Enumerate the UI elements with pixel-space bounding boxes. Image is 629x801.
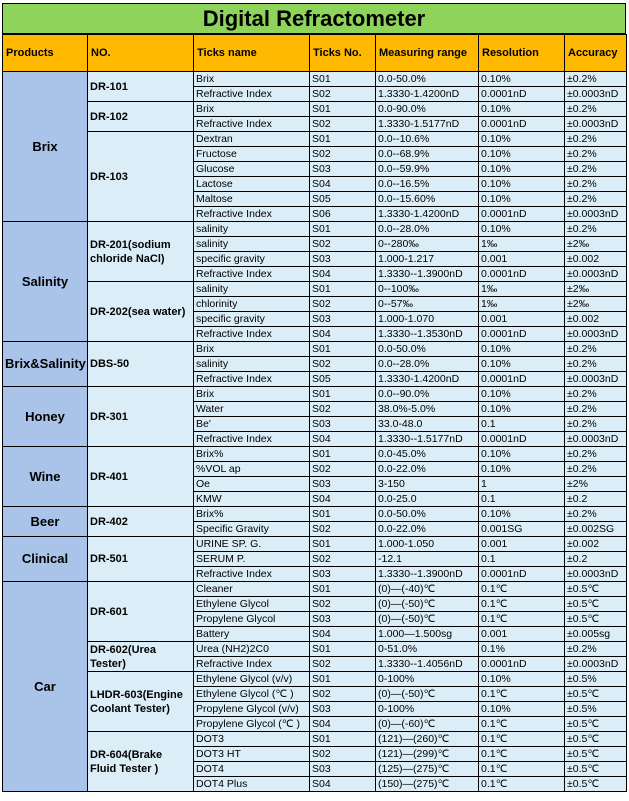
header-ticks-name: Ticks name	[194, 35, 310, 72]
measuring-range-cell: 1.000-1.050	[376, 537, 479, 552]
ticks-no-cell: S01	[310, 102, 376, 117]
ticks-no-cell: S02	[310, 147, 376, 162]
product-cell: Brix	[3, 72, 88, 222]
ticks-name-cell: Brix%	[194, 507, 310, 522]
resolution-cell: 0.001	[479, 252, 565, 267]
ticks-name-cell: URINE SP. G.	[194, 537, 310, 552]
measuring-range-cell: 1.000-1.070	[376, 312, 479, 327]
measuring-range-cell: 1.3330--1.3900nD	[376, 267, 479, 282]
ticks-no-cell: S04	[310, 627, 376, 642]
accuracy-cell: ±0.5℃	[565, 582, 627, 597]
resolution-cell: 0.0001nD	[479, 327, 565, 342]
ticks-no-cell: S01	[310, 447, 376, 462]
measuring-range-cell: 0.0-90.0%	[376, 102, 479, 117]
ticks-name-cell: Water	[194, 402, 310, 417]
ticks-name-cell: DOT3	[194, 732, 310, 747]
measuring-range-cell: 33.0-48.0	[376, 417, 479, 432]
ticks-name-cell: KMW	[194, 492, 310, 507]
accuracy-cell: ±0.2%	[565, 462, 627, 477]
ticks-name-cell: Propylene Glycol (℃ )	[194, 717, 310, 732]
accuracy-cell: ±0.2%	[565, 162, 627, 177]
ticks-no-cell: S03	[310, 612, 376, 627]
ticks-name-cell: Refractive Index	[194, 372, 310, 387]
product-cell: Wine	[3, 447, 88, 507]
ticks-name-cell: salinity	[194, 357, 310, 372]
resolution-cell: 0.10%	[479, 462, 565, 477]
ticks-name-cell: Battery	[194, 627, 310, 642]
measuring-range-cell: 3-150	[376, 477, 479, 492]
table-row	[3, 387, 627, 402]
ticks-name-cell: Brix	[194, 342, 310, 357]
model-number-cell: DR-102	[88, 102, 194, 132]
resolution-cell: 1‰	[479, 237, 565, 252]
measuring-range-cell: (121)—(299)℃	[376, 747, 479, 762]
measuring-range-cell: 1.3330-1.4200nD	[376, 372, 479, 387]
ticks-no-cell: S01	[310, 582, 376, 597]
ticks-name-cell: salinity	[194, 237, 310, 252]
resolution-cell: 0.0001nD	[479, 267, 565, 282]
ticks-no-cell: S03	[310, 162, 376, 177]
resolution-cell: 0.0001nD	[479, 657, 565, 672]
model-number-cell: DR-103	[88, 132, 194, 222]
header-no: NO.	[88, 35, 194, 72]
ticks-name-cell: specific gravity	[194, 312, 310, 327]
ticks-no-cell: S02	[310, 462, 376, 477]
table-row	[3, 582, 627, 597]
measuring-range-cell: 1.3330--1.3530nD	[376, 327, 479, 342]
accuracy-cell: ±0.002	[565, 537, 627, 552]
resolution-cell: 0.1℃	[479, 777, 565, 792]
ticks-no-cell: S03	[310, 252, 376, 267]
resolution-cell: 0.10%	[479, 162, 565, 177]
resolution-cell: 0.10%	[479, 447, 565, 462]
product-cell: Beer	[3, 507, 88, 537]
model-number-cell: DR-604(Brake Fluid Tester )	[88, 732, 194, 792]
ticks-no-cell: S06	[310, 207, 376, 222]
measuring-range-cell: (0)—(-40)℃	[376, 582, 479, 597]
measuring-range-cell: 38.0%-5.0%	[376, 402, 479, 417]
accuracy-cell: ±0.2%	[565, 507, 627, 522]
accuracy-cell: ±0.0003nD	[565, 267, 627, 282]
accuracy-cell: ±0.2%	[565, 447, 627, 462]
accuracy-cell: ±0.0003nD	[565, 567, 627, 582]
accuracy-cell: ±2‰	[565, 237, 627, 252]
header-measuring-range: Measuring range	[376, 35, 479, 72]
resolution-cell: 0.1℃	[479, 687, 565, 702]
table-row	[3, 672, 627, 687]
measuring-range-cell: 0.0-45.0%	[376, 447, 479, 462]
ticks-no-cell: S01	[310, 72, 376, 87]
model-number-cell: DR-401	[88, 447, 194, 507]
ticks-no-cell: S01	[310, 642, 376, 657]
measuring-range-cell: -12.1	[376, 552, 479, 567]
ticks-name-cell: Refractive Index	[194, 567, 310, 582]
ticks-no-cell: S02	[310, 687, 376, 702]
measuring-range-cell: (0)—(-50)℃	[376, 597, 479, 612]
accuracy-cell: ±2%	[565, 477, 627, 492]
header-products: Products	[3, 35, 88, 72]
table-row	[3, 642, 627, 657]
sheet-title: Digital Refractometer	[2, 3, 626, 34]
ticks-name-cell: %VOL ap	[194, 462, 310, 477]
accuracy-cell: ±0.2%	[565, 342, 627, 357]
accuracy-cell: ±0.0003nD	[565, 432, 627, 447]
ticks-no-cell: S05	[310, 372, 376, 387]
accuracy-cell: ±0.2%	[565, 402, 627, 417]
accuracy-cell: ±0.0003nD	[565, 207, 627, 222]
accuracy-cell: ±0.5℃	[565, 597, 627, 612]
table-row	[3, 132, 627, 147]
measuring-range-cell: 1.3330-1.4200nD	[376, 87, 479, 102]
resolution-cell: 0.1	[479, 552, 565, 567]
accuracy-cell: ±0.2%	[565, 102, 627, 117]
model-number-cell: DR-202(sea water)	[88, 282, 194, 342]
measuring-range-cell: 0-100%	[376, 702, 479, 717]
resolution-cell: 0.001	[479, 312, 565, 327]
ticks-name-cell: DOT4	[194, 762, 310, 777]
ticks-no-cell: S03	[310, 702, 376, 717]
resolution-cell: 0.1℃	[479, 732, 565, 747]
resolution-cell: 0.10%	[479, 132, 565, 147]
measuring-range-cell: (150)—(275)℃	[376, 777, 479, 792]
ticks-name-cell: Refractive Index	[194, 117, 310, 132]
accuracy-cell: ±0.0003nD	[565, 87, 627, 102]
ticks-no-cell: S02	[310, 297, 376, 312]
accuracy-cell: ±0.2%	[565, 147, 627, 162]
ticks-name-cell: Glucose	[194, 162, 310, 177]
ticks-no-cell: S02	[310, 402, 376, 417]
ticks-no-cell: S02	[310, 237, 376, 252]
ticks-name-cell: salinity	[194, 222, 310, 237]
ticks-name-cell: Urea (NH2)2C0	[194, 642, 310, 657]
measuring-range-cell: 0.0--68.9%	[376, 147, 479, 162]
measuring-range-cell: 0.0--10.6%	[376, 132, 479, 147]
model-number-cell: DR-301	[88, 387, 194, 447]
measuring-range-cell: 1.000—1.500sg	[376, 627, 479, 642]
measuring-range-cell: 0.0-22.0%	[376, 522, 479, 537]
ticks-no-cell: S01	[310, 672, 376, 687]
resolution-cell: 0.0001nD	[479, 432, 565, 447]
ticks-no-cell: S04	[310, 717, 376, 732]
accuracy-cell: ±0.5℃	[565, 732, 627, 747]
resolution-cell: 0.10%	[479, 72, 565, 87]
resolution-cell: 1	[479, 477, 565, 492]
ticks-name-cell: Fructose	[194, 147, 310, 162]
accuracy-cell: ±0.2%	[565, 642, 627, 657]
ticks-name-cell: specific gravity	[194, 252, 310, 267]
measuring-range-cell: 1.000-1.217	[376, 252, 479, 267]
resolution-cell: 0.001	[479, 627, 565, 642]
accuracy-cell: ±0.2%	[565, 357, 627, 372]
resolution-cell: 0.1℃	[479, 717, 565, 732]
resolution-cell: 0.0001nD	[479, 372, 565, 387]
accuracy-cell: ±0.2%	[565, 72, 627, 87]
measuring-range-cell: 0--57‰	[376, 297, 479, 312]
ticks-no-cell: S03	[310, 312, 376, 327]
resolution-cell: 0.10%	[479, 672, 565, 687]
table-row	[3, 342, 627, 357]
model-number-cell: DBS-50	[88, 342, 194, 387]
ticks-name-cell: Propylene Glycol	[194, 612, 310, 627]
measuring-range-cell: 1.3330-1.4200nD	[376, 207, 479, 222]
resolution-cell: 0.10%	[479, 222, 565, 237]
resolution-cell: 0.1℃	[479, 762, 565, 777]
ticks-name-cell: Lactose	[194, 177, 310, 192]
accuracy-cell: ±0.0003nD	[565, 372, 627, 387]
ticks-no-cell: S03	[310, 417, 376, 432]
measuring-range-cell: 1.3330--1.3900nD	[376, 567, 479, 582]
table-row	[3, 447, 627, 462]
spreadsheet	[2, 3, 626, 792]
ticks-name-cell: Oe	[194, 477, 310, 492]
measuring-range-cell: 0.0-25.0	[376, 492, 479, 507]
accuracy-cell: ±0.5℃	[565, 717, 627, 732]
table-row	[3, 507, 627, 522]
table-row	[3, 222, 627, 237]
resolution-cell: 0.10%	[479, 387, 565, 402]
measuring-range-cell: 0--100‰	[376, 282, 479, 297]
ticks-no-cell: S01	[310, 222, 376, 237]
resolution-cell: 0.10%	[479, 177, 565, 192]
resolution-cell: 0.1℃	[479, 597, 565, 612]
ticks-name-cell: Refractive Index	[194, 432, 310, 447]
ticks-no-cell: S02	[310, 522, 376, 537]
ticks-no-cell: S04	[310, 432, 376, 447]
resolution-cell: 1‰	[479, 282, 565, 297]
accuracy-cell: ±0.002	[565, 252, 627, 267]
accuracy-cell: ±0.5℃	[565, 687, 627, 702]
ticks-no-cell: S01	[310, 732, 376, 747]
accuracy-cell: ±0.5℃	[565, 762, 627, 777]
ticks-no-cell: S01	[310, 282, 376, 297]
ticks-name-cell: Brix	[194, 387, 310, 402]
ticks-name-cell: DOT4 Plus	[194, 777, 310, 792]
accuracy-cell: ±0.0003nD	[565, 117, 627, 132]
measuring-range-cell: 0-100%	[376, 672, 479, 687]
ticks-name-cell: Maltose	[194, 192, 310, 207]
ticks-name-cell: SERUM P.	[194, 552, 310, 567]
measuring-range-cell: 1.3330--1.4056nD	[376, 657, 479, 672]
resolution-cell: 0.10%	[479, 192, 565, 207]
ticks-no-cell: S01	[310, 132, 376, 147]
accuracy-cell: ±0.2%	[565, 222, 627, 237]
measuring-range-cell: 0.0--15.60%	[376, 192, 479, 207]
ticks-name-cell: Brix	[194, 72, 310, 87]
ticks-no-cell: S01	[310, 342, 376, 357]
header-resolution: Resolution	[479, 35, 565, 72]
measuring-range-cell: 0.0--59.9%	[376, 162, 479, 177]
measuring-range-cell: 0.0--16.5%	[376, 177, 479, 192]
accuracy-cell: ±0.2%	[565, 177, 627, 192]
measuring-range-cell: 0.0-22.0%	[376, 462, 479, 477]
product-cell: Honey	[3, 387, 88, 447]
resolution-cell: 0.1	[479, 417, 565, 432]
accuracy-cell: ±0.2%	[565, 192, 627, 207]
accuracy-cell: ±0.2%	[565, 387, 627, 402]
accuracy-cell: ±2‰	[565, 282, 627, 297]
ticks-name-cell: Refractive Index	[194, 267, 310, 282]
resolution-cell: 0.1℃	[479, 582, 565, 597]
ticks-no-cell: S02	[310, 747, 376, 762]
resolution-cell: 0.001SG	[479, 522, 565, 537]
ticks-name-cell: Dextran	[194, 132, 310, 147]
ticks-no-cell: S02	[310, 597, 376, 612]
product-cell: Brix&Salinity	[3, 342, 88, 387]
ticks-name-cell: Propylene Glycol (v/v)	[194, 702, 310, 717]
resolution-cell: 0.10%	[479, 342, 565, 357]
ticks-no-cell: S01	[310, 387, 376, 402]
measuring-range-cell: (121)—(260)℃	[376, 732, 479, 747]
ticks-name-cell: Brix	[194, 102, 310, 117]
product-cell: Salinity	[3, 222, 88, 342]
measuring-range-cell: 0-51.0%	[376, 642, 479, 657]
ticks-no-cell: S02	[310, 117, 376, 132]
resolution-cell: 0.10%	[479, 402, 565, 417]
ticks-name-cell: chlorinity	[194, 297, 310, 312]
resolution-cell: 0.1%	[479, 642, 565, 657]
model-number-cell: DR-501	[88, 537, 194, 582]
measuring-range-cell: 0.0--28.0%	[376, 357, 479, 372]
measuring-range-cell: 0--280‰	[376, 237, 479, 252]
ticks-no-cell: S02	[310, 357, 376, 372]
ticks-no-cell: S03	[310, 477, 376, 492]
resolution-cell: 0.0001nD	[479, 207, 565, 222]
accuracy-cell: ±0.2	[565, 492, 627, 507]
measuring-range-cell: 0.0--28.0%	[376, 222, 479, 237]
ticks-no-cell: S02	[310, 552, 376, 567]
model-number-cell: DR-602(Urea Tester)	[88, 642, 194, 672]
ticks-no-cell: S01	[310, 537, 376, 552]
accuracy-cell: ±0.002SG	[565, 522, 627, 537]
ticks-no-cell: S04	[310, 777, 376, 792]
resolution-cell: 0.1	[479, 492, 565, 507]
measuring-range-cell: (0)—(-50)℃	[376, 612, 479, 627]
model-number-cell: LHDR-603(Engine Coolant Tester)	[88, 672, 194, 732]
header-accuracy: Accuracy	[565, 35, 627, 72]
table-row	[3, 102, 627, 117]
measuring-range-cell: (125)—(275)℃	[376, 762, 479, 777]
ticks-no-cell: S04	[310, 327, 376, 342]
product-cell: Clinical	[3, 537, 88, 582]
resolution-cell: 0.1℃	[479, 747, 565, 762]
resolution-cell: 0.10%	[479, 507, 565, 522]
measuring-range-cell: 1.3330--1.5177nD	[376, 432, 479, 447]
measuring-range-cell: 0.0-50.0%	[376, 342, 479, 357]
ticks-name-cell: Specific Gravity	[194, 522, 310, 537]
accuracy-cell: ±0.2	[565, 552, 627, 567]
resolution-cell: 0.1℃	[479, 612, 565, 627]
accuracy-cell: ±0.5℃	[565, 747, 627, 762]
model-number-cell: DR-601	[88, 582, 194, 642]
ticks-name-cell: salinity	[194, 282, 310, 297]
ticks-name-cell: Ethylene Glycol	[194, 597, 310, 612]
ticks-no-cell: S03	[310, 567, 376, 582]
accuracy-cell: ±0.5%	[565, 702, 627, 717]
resolution-cell: 0.0001nD	[479, 567, 565, 582]
resolution-cell: 1‰	[479, 297, 565, 312]
resolution-cell: 0.001	[479, 537, 565, 552]
accuracy-cell: ±2‰	[565, 297, 627, 312]
ticks-no-cell: S02	[310, 87, 376, 102]
resolution-cell: 0.10%	[479, 702, 565, 717]
measuring-range-cell: 0.0-50.0%	[376, 507, 479, 522]
ticks-name-cell: Refractive Index	[194, 207, 310, 222]
ticks-name-cell: DOT3 HT	[194, 747, 310, 762]
measuring-range-cell: 0.0-50.0%	[376, 72, 479, 87]
accuracy-cell: ±0.5%	[565, 672, 627, 687]
model-number-cell: DR-402	[88, 507, 194, 537]
ticks-name-cell: Ethylene Glycol (v/v)	[194, 672, 310, 687]
ticks-name-cell: Brix%	[194, 447, 310, 462]
resolution-cell: 0.10%	[479, 357, 565, 372]
ticks-name-cell: Refractive Index	[194, 657, 310, 672]
table-row	[3, 732, 627, 747]
product-cell: Car	[3, 582, 88, 792]
resolution-cell: 0.0001nD	[479, 87, 565, 102]
ticks-no-cell: S02	[310, 657, 376, 672]
table-row	[3, 72, 627, 87]
ticks-no-cell: S01	[310, 507, 376, 522]
accuracy-cell: ±0.002	[565, 312, 627, 327]
ticks-no-cell: S03	[310, 762, 376, 777]
measuring-range-cell: (0)—(-50)℃	[376, 687, 479, 702]
accuracy-cell: ±0.2%	[565, 417, 627, 432]
table-row	[3, 282, 627, 297]
ticks-no-cell: S04	[310, 267, 376, 282]
measuring-range-cell: 1.3330-1.5177nD	[376, 117, 479, 132]
ticks-no-cell: S05	[310, 192, 376, 207]
accuracy-cell: ±0.2%	[565, 132, 627, 147]
ticks-no-cell: S04	[310, 177, 376, 192]
table-row	[3, 537, 627, 552]
resolution-cell: 0.0001nD	[479, 117, 565, 132]
resolution-cell: 0.10%	[479, 102, 565, 117]
ticks-no-cell: S04	[310, 492, 376, 507]
ticks-name-cell: Ethylene Glycol (℃ )	[194, 687, 310, 702]
ticks-name-cell: Refractive Index	[194, 87, 310, 102]
ticks-name-cell: Cleaner	[194, 582, 310, 597]
accuracy-cell: ±0.5℃	[565, 612, 627, 627]
measuring-range-cell: (0)—(-60)℃	[376, 717, 479, 732]
ticks-name-cell: Refractive Index	[194, 327, 310, 342]
accuracy-cell: ±0.0003nD	[565, 327, 627, 342]
header-row	[3, 35, 627, 72]
table-body	[3, 72, 627, 792]
refractometer-table	[2, 34, 627, 792]
accuracy-cell: ±0.005sg	[565, 627, 627, 642]
model-number-cell: DR-101	[88, 72, 194, 102]
measuring-range-cell: 0.0--90.0%	[376, 387, 479, 402]
ticks-name-cell: Be'	[194, 417, 310, 432]
accuracy-cell: ±0.0003nD	[565, 657, 627, 672]
header-ticks-no: Ticks No.	[310, 35, 376, 72]
resolution-cell: 0.10%	[479, 147, 565, 162]
model-number-cell: DR-201(sodium chloride NaCl)	[88, 222, 194, 282]
accuracy-cell: ±0.5℃	[565, 777, 627, 792]
